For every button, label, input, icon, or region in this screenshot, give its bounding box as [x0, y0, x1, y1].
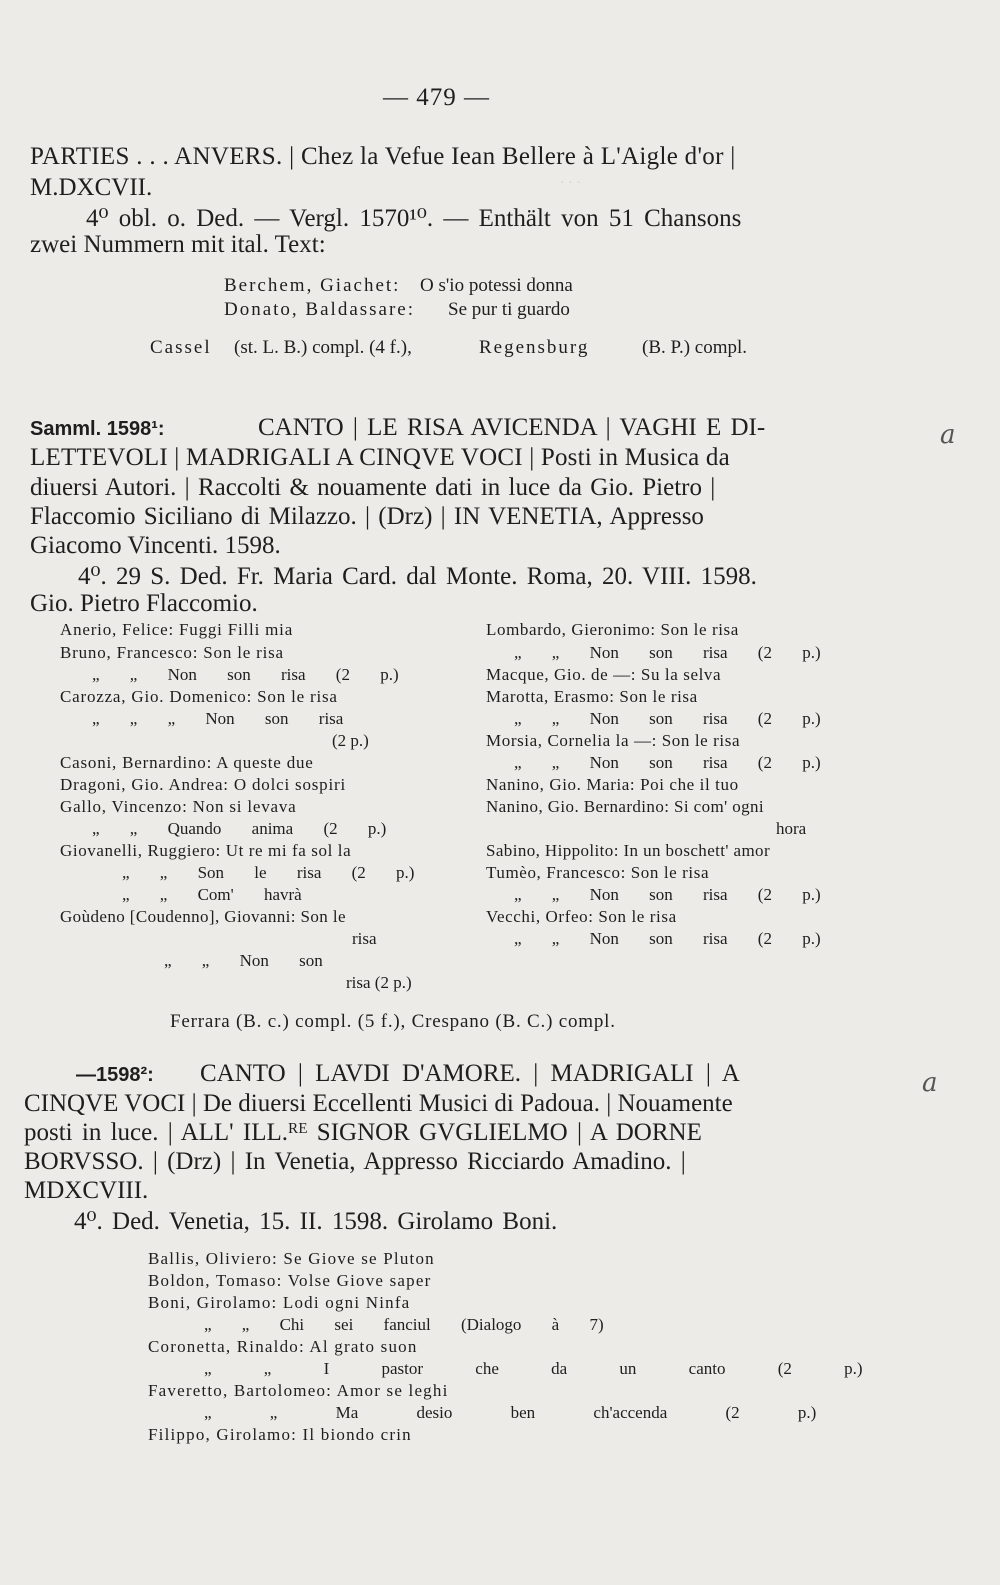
entry2-left-item: „ „ „ Non son risa [92, 709, 344, 728]
entry1-line3: 4⁰ obl. o. Ded. — Vergl. 1570¹⁰. — Enthält von 51 Chansons [86, 205, 742, 232]
entry3-line4: BORVSSO. | (Drz) | In Venetia, Appresso Ricciardo Amadino. | [24, 1148, 686, 1175]
entry2-left-item: Gallo, Vincenzo: Non si levava [60, 797, 297, 816]
entry2-left-item: „ „ Son le risa (2 p.) [122, 863, 415, 882]
entry2-left-item: (2 p.) [332, 731, 369, 750]
entry2-label: Samml. 1598¹: [30, 418, 165, 440]
entry1-item-title: O s'io potessi donna [420, 275, 573, 296]
entry2-left-item: „ „ Non son risa (2 p.) [92, 665, 399, 684]
entry2-line1: CANTO | LE RISA AVICENDA | VAGHI E DI- [258, 414, 766, 441]
entry3-line1: CANTO | LAVDI D'AMORE. | MADRIGALI | A [200, 1060, 740, 1087]
entry2-line6: 4⁰. 29 S. Ded. Fr. Maria Card. dal Monte. Roma, 20. VIII. 1598. [78, 563, 757, 590]
entry2-locations: Ferrara (B. c.) compl. (5 f.), Crespano (B. C.) compl. [170, 1011, 616, 1032]
entry2-right-item: Nanino, Gio. Maria: Poi che il tuo [486, 775, 739, 794]
entry3-line2: CINQVE VOCI | De diuersi Eccellenti Musici di Padoua. | Nouamente [24, 1090, 733, 1117]
entry2-left-item: Goùdeno [Coudenno], Giovanni: Son le [60, 907, 346, 926]
entry3-item: Ballis, Oliviero: Se Giove se Pluton [148, 1249, 435, 1268]
entry3-item: Filippo, Girolamo: Il biondo crin [148, 1425, 412, 1444]
entry3-item: Boni, Girolamo: Lodi ogni Ninfa [148, 1293, 411, 1312]
entry2-right-item: „ „ Non son risa (2 p.) [514, 885, 821, 904]
entry3-item: Coronetta, Rinaldo: Al grato suon [148, 1337, 418, 1356]
entry2-line7: Gio. Pietro Flaccomio. [30, 590, 258, 617]
entry2-right-item: hora [776, 819, 807, 838]
entry3-item: „ „ Chi sei fanciul (Dialogo à 7) [204, 1315, 604, 1334]
entry2-right-item: Nanino, Gio. Bernardino: Si com' ogni [486, 797, 765, 816]
entry1-item-name: Donato, Baldassare: [224, 299, 416, 320]
entry3-label: —1598²: [76, 1064, 154, 1086]
entry3-item: „ „ I pastor che da un canto (2 p.) [204, 1359, 863, 1378]
entry2-left-item: Bruno, Francesco: Son le risa [60, 643, 284, 662]
entry3-margin-annotation: a [922, 1068, 938, 1098]
entry2-line3: diuersi Autori. | Raccolti & nouamente dati in luce da Gio. Pietro | [30, 474, 716, 501]
entry1-location: Regensburg [479, 337, 590, 358]
entry2-left-item: risa [352, 929, 377, 948]
entry2-line2: LETTEVOLI | MADRIGALI A CINQVE VOCI | Posti in Musica da [30, 444, 730, 471]
entry2-left-item: „ „ Quando anima (2 p.) [92, 819, 387, 838]
entry2-left-item: Carozza, Gio. Domenico: Son le risa [60, 687, 338, 706]
entry2-right-item: Macque, Gio. de —: Su la selva [486, 665, 722, 684]
entry2-left-item: Giovanelli, Ruggiero: Ut re mi fa sol la [60, 841, 352, 860]
entry2-right-item: Marotta, Erasmo: Son le risa [486, 687, 698, 706]
entry2-line5: Giacomo Vincenti. 1598. [30, 532, 281, 559]
page-number: — 479 — [383, 84, 490, 111]
entry1-location-detail: (st. L. B.) compl. (4 f.), [234, 337, 412, 358]
entry3-line3: posti in luce. | ALL' ILL.ᴿᴱ SIGNOR GVGLIELMO | A DORNE [24, 1119, 702, 1146]
entry1-location-detail: (B. P.) compl. [642, 337, 748, 358]
entry1-line2: M.DXCVII. [30, 174, 153, 201]
entry2-right-item: „ „ Non son risa (2 p.) [514, 929, 821, 948]
entry2-right-item: Tumèo, Francesco: Son le risa [486, 863, 710, 882]
entry2-left-item: risa (2 p.) [346, 973, 412, 992]
entry1-line4: zwei Nummern mit ital. Text: [30, 231, 326, 258]
entry1-item-name: Berchem, Giachet: [224, 275, 401, 296]
entry2-left-item: Anerio, Felice: Fuggi Filli mia [60, 620, 294, 639]
entry1-location: Cassel [150, 337, 212, 358]
entry2-left-item: Casoni, Bernardino: A queste due [60, 753, 314, 772]
bleed-through-text: · · · [560, 176, 581, 191]
entry2-left-item: „ „ Non son [164, 951, 323, 970]
entry3-item: „ „ Ma desio ben ch'accenda (2 p.) [204, 1403, 817, 1422]
entry2-line4: Flaccomio Siciliano di Milazzo. | (Drz) | IN VENETIA, Appresso [30, 503, 704, 530]
entry3-line5: MDXCVIII. [24, 1177, 149, 1204]
entry1-item-title: Se pur ti guardo [448, 299, 570, 320]
entry2-right-item: „ „ Non son risa (2 p.) [514, 643, 821, 662]
entry2-right-item: Lombardo, Gieronimo: Son le risa [486, 620, 739, 639]
entry2-right-item: Vecchi, Orfeo: Son le risa [486, 907, 677, 926]
entry1-line1: PARTIES . . . ANVERS. | Chez la Vefue Iean Bellere à L'Aigle d'or | [30, 143, 736, 170]
entry3-item: Faveretto, Bartolomeo: Amor se leghi [148, 1381, 449, 1400]
entry3-line6: 4⁰. Ded. Venetia, 15. II. 1598. Girolamo Boni. [74, 1208, 558, 1235]
entry2-margin-annotation: a [940, 420, 956, 450]
entry2-right-item: „ „ Non son risa (2 p.) [514, 753, 821, 772]
entry2-left-item: „ „ Com' havrà [122, 885, 302, 904]
entry2-right-item: „ „ Non son risa (2 p.) [514, 709, 821, 728]
entry2-right-item: Sabino, Hippolito: In un boschett' amor [486, 841, 771, 860]
entry2-left-item: Dragoni, Gio. Andrea: O dolci sospiri [60, 775, 346, 794]
entry2-right-item: Morsia, Cornelia la —: Son le risa [486, 731, 741, 750]
entry3-item: Boldon, Tomaso: Volse Giove saper [148, 1271, 432, 1290]
